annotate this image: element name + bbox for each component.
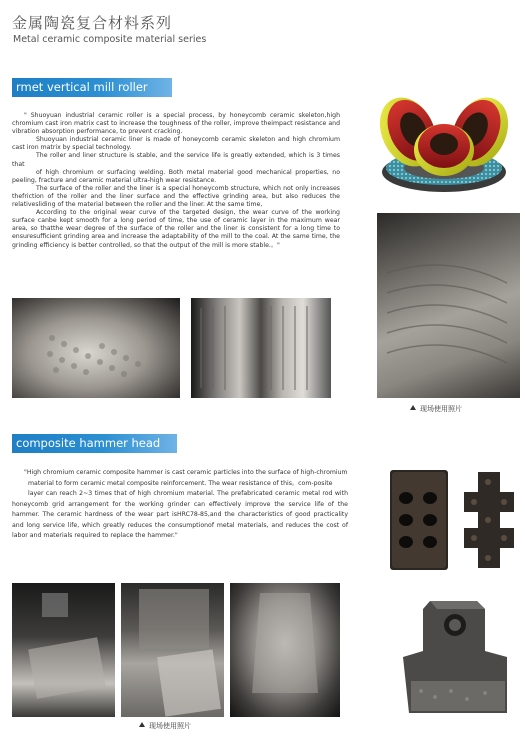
triangle-icon [139,722,145,727]
triangle-icon [410,405,416,410]
hammer-photo-2 [121,583,224,717]
page-title: 金属陶瓷复合材料系列 [12,14,173,32]
mill-roller-description [12,112,340,250]
hammer-photo-3 [230,583,340,717]
site-photo-mill-liner [377,213,520,398]
roller-photo [12,298,180,398]
paragraph: The roller and liner structure is stable, and the service life is greatly extended, which is 3 times that [12,152,340,168]
paragraph: According to the original wear curve of the targeted design, the wear curve of the working surface canbe kept smooth for a long period of time, the use of ceramic layer in the maximum wear area, so thatthe wear degree of the surface of the roller and the liner is consistent for a long time to ensuresufficient grinding area and increase the adaptability of the mill to the coal. At the same time, the grinding efficiency is better controlled, so that the output of the mill is more stable.。" [12,209,340,249]
section-heading-mill-roller: rmet vertical mill roller [12,78,172,97]
photo-caption [410,404,462,414]
paragraph: "High chromium ceramic composite hammer is cast ceramic particles into the surface of high-chromium [24,469,348,476]
section-heading-hammer-head: composite hammer head [12,434,177,453]
caption-text: 现场使用照片 [149,722,191,730]
photo-caption [139,721,191,731]
hammer-photo-1 [12,583,115,717]
paragraph: layer can reach 2~3 times that of high chromium material. The prefabricated ceramic metal rod with honeycomb grid arrangement for the working grinder can effectively improve the service life of the hammer. The ceramic hardness of the wear part isHRC78-85,and the characteristics of good practicality and long service life, which greatly reduces the consumptionof metal materials, and reduces the cost of labor and materials required to replace the hammer." [12,490,348,539]
liner-photo [191,298,331,398]
paragraph: The surface of the roller and the liner is a special honeycomb structure, which not only increases thefriction of the roller and the liner surface and the effective grinding area, but also reduces the relativesliding of the material between the roller and the liner. At the same time, [12,184,340,209]
hammer-head-product [395,595,515,720]
paragraph: " Shuoyuan industrial ceramic roller is a special process, by honeycomb ceramic skeleton,high chromium cast iron matrix cast to increase the toughness of the roller, improve theimpact resistance and vibration absorption performance, to prevent cracking. [12,112,340,136]
hammer-sample-honeycomb [388,468,450,572]
caption-text: 现场使用照片 [420,405,462,413]
page-subtitle: Metal ceramic composite material series [13,34,207,45]
paragraph: material to form ceramic metal composite reinforcement. The wear resistance of this。com-posite [28,479,333,487]
paragraph: of high chromium or surfacing welding. Both metal material good mechanical properties, no peeling, fracture and ceramic material ultra-high wear resistance. [12,168,340,184]
hammer-sample-cross [458,468,520,572]
roller-3d-illustration [368,80,520,200]
hammer-head-description [12,468,348,542]
paragraph: Shuoyuan industrial ceramic liner is made of honeycomb ceramic skeleton and high chromium cast iron matrix by special technology. [12,136,340,152]
